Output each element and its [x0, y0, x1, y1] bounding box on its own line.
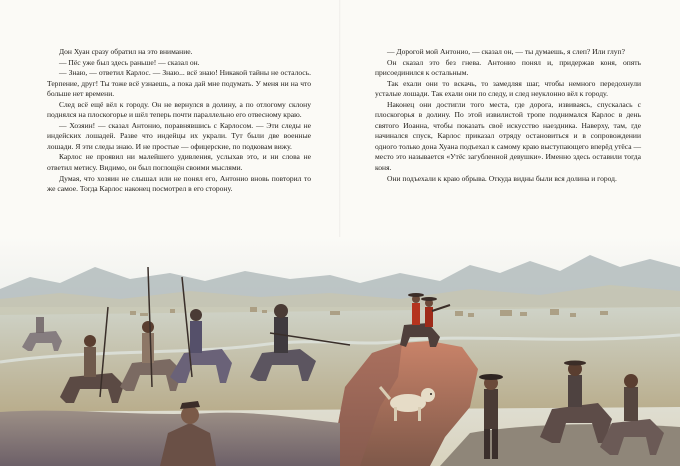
paragraph: Наконец они достигли того места, где дорога, извиваясь, спускалась с плоскогорья в долину. По этой извилистой тропе поднимался Карлос в день святого Иоанна, чтобы показать своё искусство наездника. Наверху, там, где начинался спуск, Карлос приказал отряду остановиться и в сопровождении одного только дона Хуана подъехал к самому краю выступающего вперёд утёса — место это называется «Утёс загубленной девушки». Именно здесь оставили тогда коня.: [375, 99, 641, 173]
paragraph: Карлос не проявил ни малейшего удивления, услыхав это, и ни слова не ответил метису. Видимо, он был поглощён своими мыслями.: [47, 152, 311, 173]
paragraph: Дон Хуан сразу обратил на это внимание.: [59, 47, 193, 56]
paragraph: Он сказал это без гнева. Антонио понял и, придержав коня, опять присоединился к остальным.: [375, 57, 641, 78]
paragraph: — Хозяин! — сказал Антонио, поравнявшись с Карлосом. — Эти следы не индейских лошадей. Разве что индейцы их украли. Тут были две военные лошади. Я эти следы знаю. И не простые — офицерские, по подковам вижу.: [47, 120, 311, 151]
right-page-text: [375, 47, 641, 184]
paragraph: Думая, что хозяин не слышал или не понял его, Антонио вновь повторил то же самое. Тогда Карлос наконец посмотрел в его сторону.: [47, 173, 311, 194]
paragraph: След всё ещё вёл к городу. Он не вернулся в долину, а по отлогому склону поднялся на плоскогорье и шёл теперь почти параллельно его отвесному краю.: [47, 99, 311, 120]
paragraph: Они подъехали к краю обрыва. Откуда видны были вся долина и город.: [387, 173, 617, 183]
left-page-text: [47, 47, 311, 195]
paragraph: — Пёс уже был здесь раньше! — сказал он.: [59, 57, 200, 67]
illustration-riders-on-cliff: [0, 237, 680, 466]
paragraph: Так ехали они то вскачь, то замедляя шаг, чтобы немного передохнули усталые лошади. Так ехали они по следу, и след неуклонно вёл к городу.: [375, 78, 641, 99]
paragraph: — Дорогой мой Антонио, — сказал он, — ты думаешь, я слеп? Или глуп?: [387, 47, 625, 56]
paragraph: — Знаю, — ответил Карлос. — Знаю... всё знаю! Никакой тайны не осталось. Терпение, друг! Ты тоже всё узнаешь, а пока дай мне подумать. У меня ни на что больше нет времени.: [47, 68, 311, 99]
